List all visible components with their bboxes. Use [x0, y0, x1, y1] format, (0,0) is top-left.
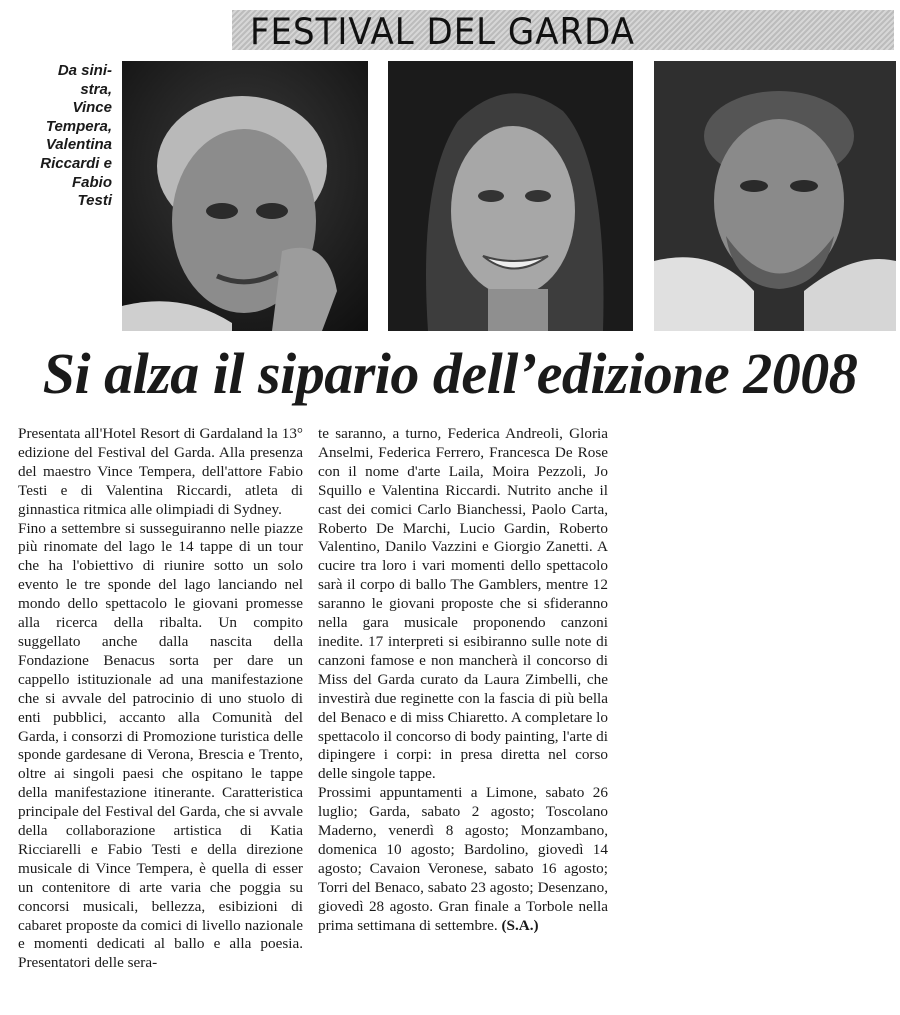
photo-fabio-testi — [654, 61, 896, 331]
paragraph: te saranno, a turno, Federica Andreoli, Gloria Anselmi, Federica Ferrero, Francesca De Rose con il nome d'arte Laila, Moira Pezzoli, Jo Squillo e Valentina Riccardi. Nutrito anche il cast dei comici Carlo Bianchessi, Paolo Carta, Roberto De Marchi, Lucio Gardin, Roberto Valentino, Danilo Vazzini e Giorgio Zanetti. A cucire tra loro i vari momenti dello spettacolo sarà il corpo di ballo The Gamblers, mentre 12 saranno le giovani proposte che si sfideranno nella gara musicale proponendo canzoni inedite. 17 interpreti si esibiranno sulle note di canzoni famose e non mancherà il concorso di Miss del Garda curato da Laura Zimbelli, che investirà due reginette con la fascia di più bella del Benaco e di miss Chiaretto. A completare lo spettacolo il concorso di body painting, l'arte di dipingere i corpi: in presa diretta nel corso delle singole tappe. — [318, 425, 608, 783]
article-column-1 — [18, 425, 303, 973]
paragraph-text: Prossimi appuntamenti a Limone, sabato 26 luglio; Garda, sabato 2 agosto; Toscolano Maderno, venerdì 8 agosto; Monzambano, domenica 10 agosto; Bardolino, giovedì 14 agosto; Cavaion Veronese, sabato 16 agosto; Torri del Benaco, sabato 23 agosto; Desenzano, giovedì 28 agosto. Gran finale a Torbole nella prima settimana di settembre. — [318, 784, 608, 934]
article-headline: Si alza il sipario dell’edizione 2008 — [42, 341, 858, 406]
paragraph: Presentata all'Hotel Resort di Gardaland la 13° edizione del Festival del Garda. Alla presenza del maestro Vince Tempera, dell'attore Fabio Testi e di Valentina Riccardi, atleta di ginnastica ritmica alle olimpiadi di Sydney. — [18, 425, 303, 518]
photo-vince-tempera — [122, 61, 368, 331]
portrait-man-grey-hair-photo — [122, 61, 368, 331]
section-title: FESTIVAL DEL GARDA — [250, 10, 635, 54]
paragraph: Fino a settembre si susseguiranno nelle piazze più rinomate del lago le 14 tappe di un tour che ha l'obiettivo di riunire sotto un solo evento le tre sponde del lago lanciando nel mondo dello spettacolo le giovani promesse alla ricerca della ribalta. Un compito suggellato anche dalla nascita della Fondazione Benacus sorta per dare un cappello istituzionale ad una manifestazione che si avvale del patrocinio di uno stuolo di enti pubblici, accanto alla Comunità del Garda, i consorzi di Promozione turistica delle sponde gardesane di Verona, Brescia e Trento, oltre ai singoli paesi che ospitano le tappe della manifestazione itinerante. Caratteristica principale del Festival del Garda, che si avvale della collaborazione artistica di Katia Ricciarelli e Fabio Testi e della direzione musicale di Vince Tempera, è quella di esser un contenitore di arte varia che poggia su concorsi musicali, bellezza, esibizioni di cabaret proposte da comici di livello nazionale e momenti dedicati al ballo e alla poesia. Presentatori delle sera- — [18, 519, 303, 972]
paragraph — [318, 784, 608, 935]
portrait-smiling-woman-photo — [388, 61, 633, 331]
portrait-man-beard-photo — [654, 61, 896, 331]
photo-valentina-riccardi — [388, 61, 633, 331]
photo-caption: Da sini- stra, Vince Tempera, Valentina Riccardi e Fabio Testi — [40, 62, 112, 210]
article-column-2 — [318, 425, 608, 935]
author-signature: (S.A.) — [501, 916, 539, 934]
